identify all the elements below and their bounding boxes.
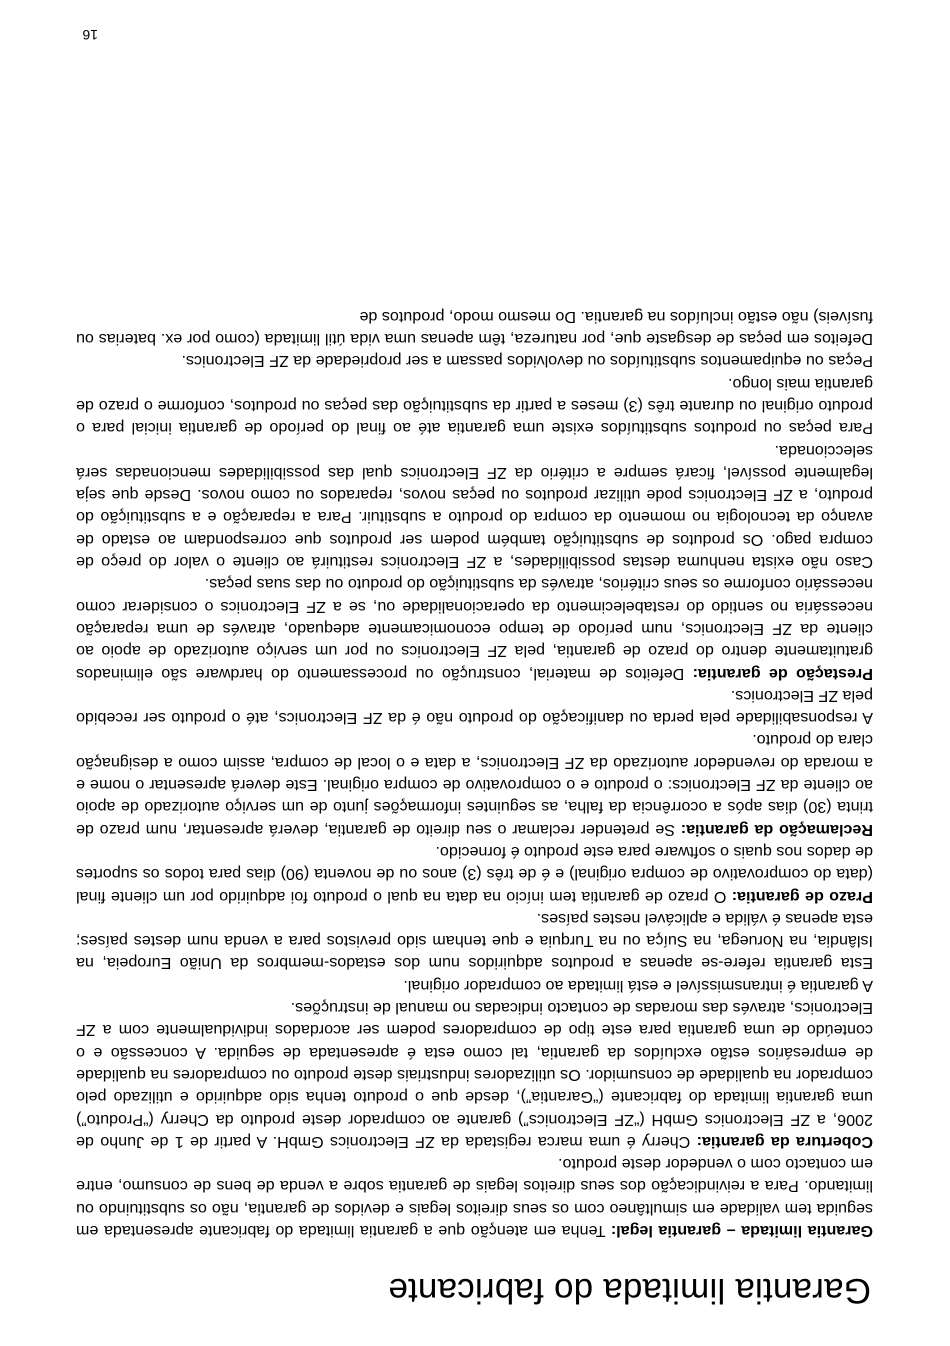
paragraph-warranty-period: [76, 841, 873, 908]
paragraph-legal-guarantee: [76, 1153, 873, 1242]
paragraph-text: Para peças ou produtos substituídos existe uma garantia até ao final do período de garantia inicial para o produto original ou durante três (3) meses a partir da substituição das peças ou produtos, conforme o prazo de garantia mais longo.: [76, 374, 873, 438]
paragraph-heading: Reclamação da garantia:: [680, 820, 873, 839]
paragraph-refund: [76, 439, 873, 573]
page-content: [76, 306, 873, 1310]
paragraph-heading: Cobertura da garantia:: [696, 1132, 873, 1151]
page-title: Garantia limitada do fabricante: [388, 1271, 871, 1310]
paragraph-text: Se pretender reclamar o seu direito de garantia, deverá apresentar, num prazo de trinta (30) dias após a ocorrência da falha, as seguintes informações junto de um serviço autorizado de apoio ao cliente da ZF Electronics: o produto e o comprovativo de compra original. Este deverá apresentar o nome e a morada do revendedor autorizado da ZF Electronics, a data e o local de compra, assim como a designação clara do produto.: [76, 731, 873, 839]
paragraph-heading: Garantia limitada – garantia legal:: [610, 1222, 873, 1240]
paragraph-ownership: [76, 350, 873, 372]
paragraph-text: Cherry é uma marca registada da ZF Electronics GmbH. A partir de 1 de Junho de 2006, a ZF Electronics GmbH (“ZF Electronics”) garante ao comprador deste produto da Cherry (“Produto”) uma garantia limitada do fabricante (“Garantia”), desde que o produto tenha sido adquirido e utilizado pelo comprador na qualidade de consumidor. Os utilizadores industriais deste produto ou compradores na qualidade de empresários estão excluídos da garantia, tal como esta é apresentada de seguida. A concessão e o conteúdo de uma garantia para este tipo de compradores podem ser acordados individualmente com a ZF Electronics, através das moradas de contacto indicadas no manual de instruções.: [76, 999, 873, 1151]
paragraph-text: Defeitos de material, construção ou processamento do hardware são eliminados gratuitamente dentro do prazo de garantia, pela ZF Electronics ou por um serviço autorizado de apoio ao cliente da ZF Electronics, num período de tempo economicamente adequado, através de uma reparação necessária no sentido do restabelecimento da operacionalidade ou, se a ZF Electronics o considerar como necessário conforme os seus critérios, através da substituição do produto ou das suas peças.: [76, 575, 873, 683]
paragraph-heading: Prazo de garantia:: [731, 887, 873, 906]
paragraph-text: Defeitos em peças de desgaste que, por natureza, têm apenas uma vida útil limitada (como por ex. baterias ou fusíveis) não estão incluídos na garantia. Do mesmo modo, produtos de: [76, 307, 873, 349]
page-number: 16: [82, 27, 98, 43]
paragraph-text: Esta garantia refere-se apenas a produtos adquiridos num dos estados-membros da União Europeia, na Islândia, na Noruega, na Suíça ou na Turquia e que tenham sido previstos para a venda num destes países; esta apenas é válida e aplicável nestes países.: [76, 909, 873, 973]
paragraph-coverage: [76, 997, 873, 1153]
paragraph-claim: [76, 729, 873, 840]
paragraph-service: [76, 573, 873, 684]
paragraph-text: Caso não exista nenhuma destas possibilidades, a ZF Electronics restituirá ao cliente o valor do preço de compra pago. Os produtos de substituição também podem ser produtos que correspondam ao estado de avanço da tecnologia no momento da compra do produto a substituir. Para a reparação e a substituição do produto, a ZF Electronics pode utilizar produtos ou peças novos, reparados ou como novos. Desde que seja legalmente possível, ficará sempre a critério da ZF Electronics qual das possibilidades mencionadas será seleccionada.: [76, 441, 873, 572]
paragraph-text: A garantia é intransmissível e está limitada ao comprador original.: [403, 976, 873, 995]
paragraph-territory: [76, 908, 873, 975]
paragraph-non-transferable: [76, 974, 873, 996]
paragraph-replacement-warranty: [76, 372, 873, 439]
paragraph-text: O prazo de garantia tem início na data na qual o produto foi adquirido por um cliente final (data do comprovativo de compra original) e é de três (3) anos ou de noventa (90) dias para todos os suportes de dados nos quais o software para este produto é fornecido.: [76, 842, 873, 906]
paragraph-wear-parts: [76, 306, 873, 351]
paragraph-heading: Prestação de garantia:: [692, 664, 873, 683]
paragraph-text: Tenha em atenção que a garantia limitada do fabricante apresentada em seguida tem validade em simultâneo com os seus direitos legais e devidos de garantia, não os substituindo ou limitando. Para a reivindicação dos seus direitos legais de garantia sobre a venda de bens de consumo, entre em contacto com o vendedor deste produto.: [76, 1155, 873, 1240]
paragraph-text: A responsabilidade pela perda ou danificação do produto não é da ZF Electronics, até o produto ser recebido pela ZF Electronics.: [76, 686, 873, 728]
paragraph-liability: [76, 685, 873, 730]
paragraph-text: Peças ou equipamentos substituídos ou devolvidos passam a ser propriedade da ZF Electronics.: [181, 352, 873, 371]
